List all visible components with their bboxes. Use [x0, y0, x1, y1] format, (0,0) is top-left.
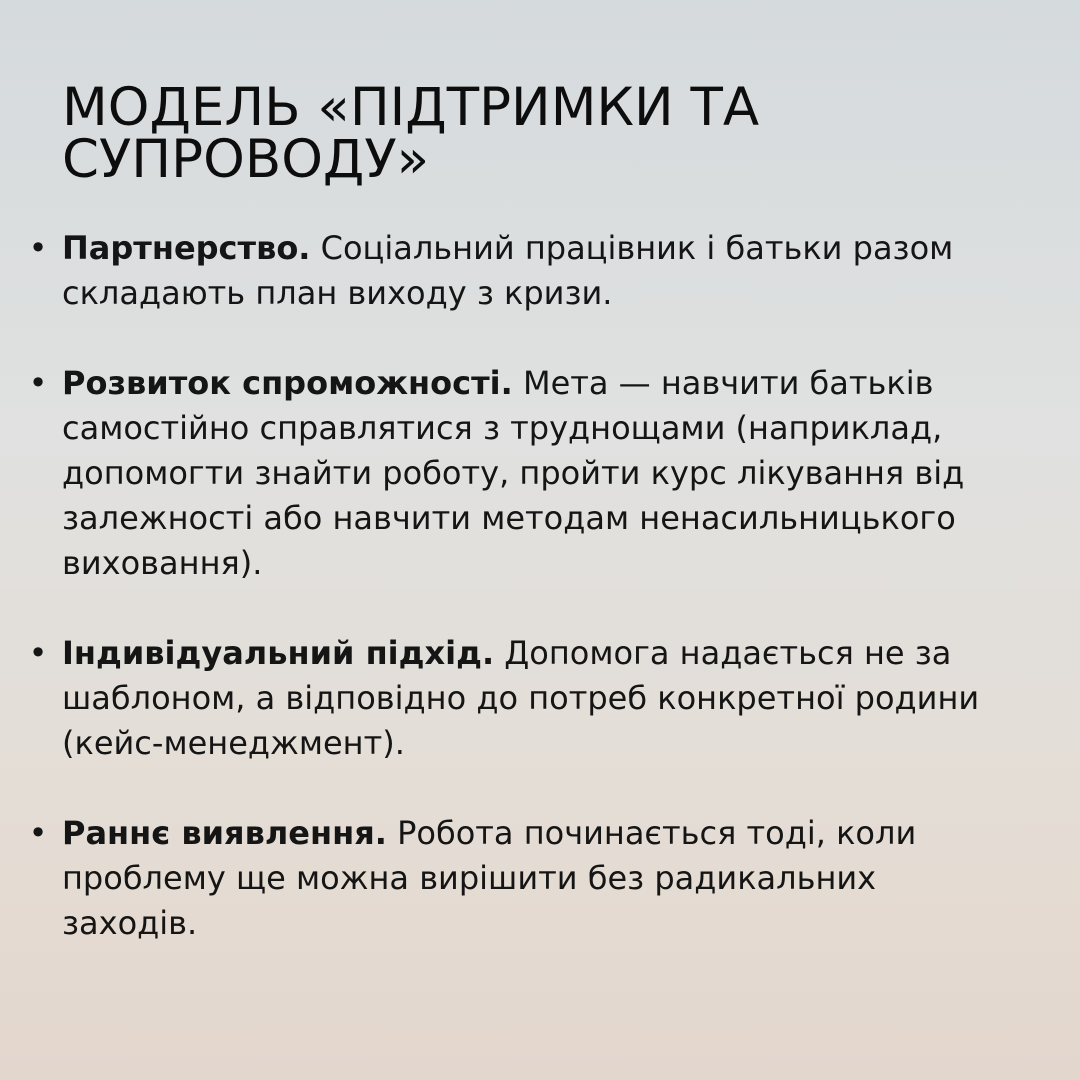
bullet-list [0, 226, 1080, 991]
item-heading: Індивідуальний підхід. [62, 634, 495, 672]
bullet-icon: • [28, 364, 48, 402]
bullet-icon: • [28, 634, 48, 672]
item-heading: Партнерство. [62, 229, 311, 267]
bullet-icon: • [28, 229, 48, 267]
item-text: Допомога надається не за шаблоном, а відповідно до потреб конкретної родини (кейс-менеджмент). [62, 634, 980, 762]
item-heading: Розвиток спроможності. [62, 364, 513, 402]
item-text: Соціальний працівник і батьки разом складають план виходу з кризи. [62, 229, 954, 312]
list-item [0, 361, 1080, 586]
list-item [0, 631, 1080, 766]
list-item [0, 811, 1080, 946]
bullet-icon: • [28, 814, 48, 852]
list-item [0, 226, 1080, 316]
page-title: МОДЕЛЬ «ПІДТРИМКИ ТА СУПРОВОДУ» [62, 77, 760, 190]
item-text: Робота починається тоді, коли проблему ще можна вирішити без радикальних заходів. [62, 814, 917, 942]
item-heading: Раннє виявлення. [62, 814, 387, 852]
item-text: Мета — навчити батьків самостійно справлятися з труднощами (наприклад, допомогти знайти роботу, пройти курс лікування від залежності або навчити методам ненасильницького виховання). [62, 364, 965, 582]
